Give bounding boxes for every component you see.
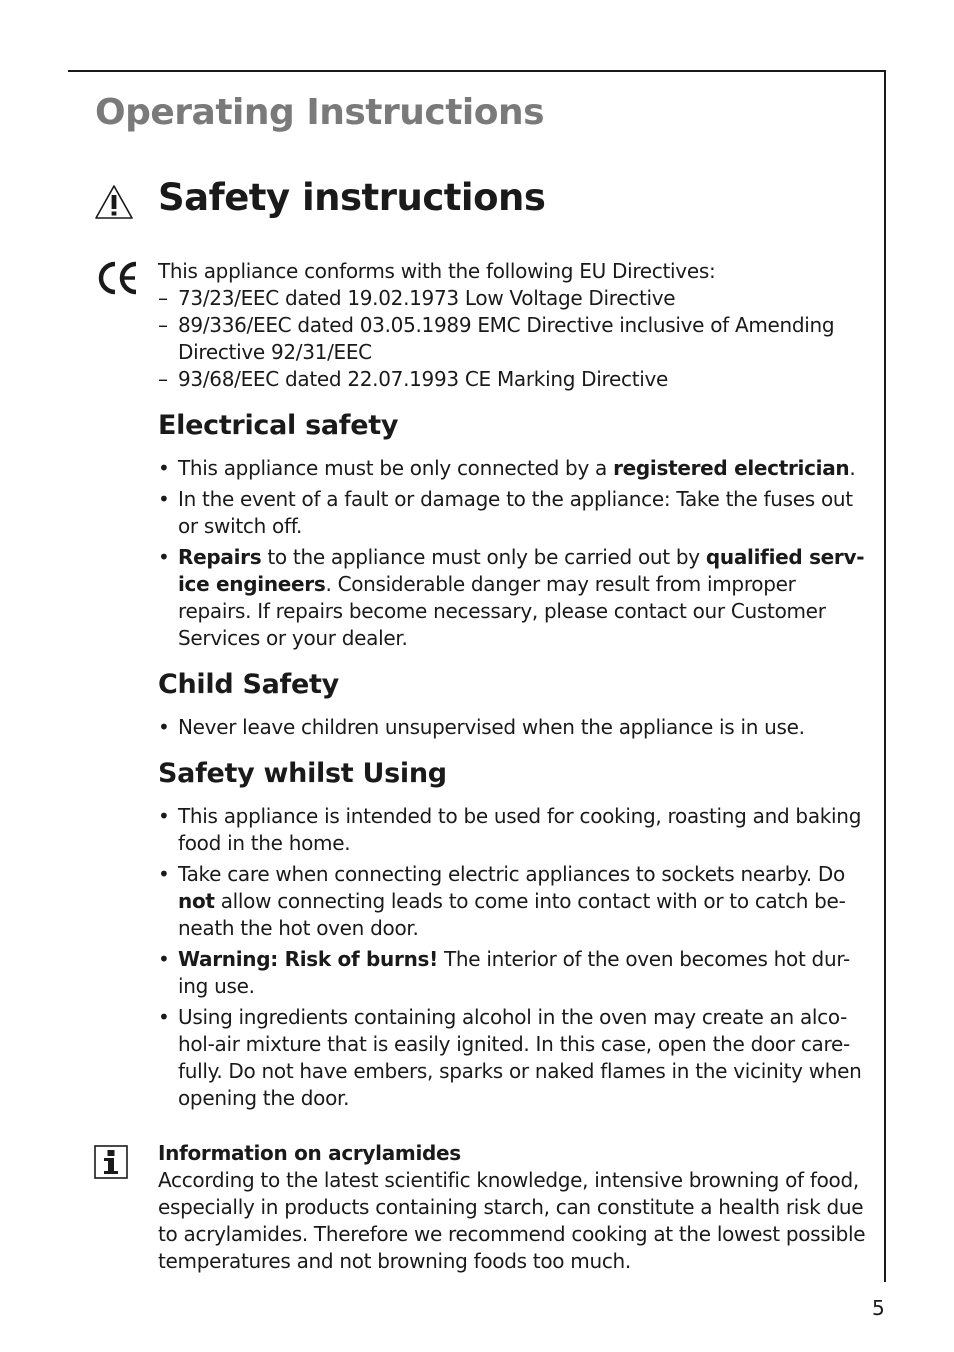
electrical-safety-list <box>158 455 868 652</box>
list-item: • Never leave children unsupervised when the appliance is in use. <box>158 714 868 741</box>
main-content <box>158 258 868 1116</box>
safety-whilst-using-list <box>158 803 868 1112</box>
list-item: • This appliance must be only connected by a registered electrician. <box>158 455 868 482</box>
directive-item: – 73/23/EEC dated 19.02.1973 Low Voltage Directive <box>158 285 868 312</box>
list-item: • Warning: Risk of burns! The interior of the oven becomes hot dur-ing use. <box>158 946 868 1000</box>
list-item: • Take care when connecting electric appliances to sockets nearby. Do not allow connecting leads to come into contact with or to catch be-neath the hot oven door. <box>158 861 868 942</box>
electrical-safety-heading: Electrical safety <box>158 410 399 441</box>
directives-intro: This appliance conforms with the following EU Directives: <box>158 259 716 283</box>
list-item: • This appliance is intended to be used for cooking, roasting and baking food in the home. <box>158 803 868 857</box>
list-item: • In the event of a fault or damage to the appliance: Take the fuses out or switch off. <box>158 486 868 540</box>
warning-triangle-icon <box>94 184 134 220</box>
page-title: Safety instructions <box>158 176 546 219</box>
info-title: Information on acrylamides <box>158 1141 461 1165</box>
list-item: • Repairs to the appliance must only be carried out by qualified serv-ice engineers. Considerable danger may result from improper repairs. If repairs become necessary, please contact our Customer Services or your dealer. <box>158 544 868 652</box>
list-item: • Using ingredients containing alcohol in the oven may create an alco-hol-air mixture that is easily ignited. In this case, open the door care-fully. Do not have embers, sparks or naked flames in the vicinity when opening the door. <box>158 1004 868 1112</box>
child-safety-list <box>158 714 868 741</box>
directive-item: – 89/336/EEC dated 03.05.1989 EMC Directive inclusive of Amending Directive 92/31/EEC <box>158 312 868 366</box>
top-rule <box>68 70 886 72</box>
child-safety-heading: Child Safety <box>158 669 339 700</box>
side-rule <box>884 70 886 1282</box>
info-text: According to the latest scientific knowledge, intensive browning of food, especially in products containing starch, can constitute a health risk due to acrylamides. Therefore we recommend cooking at the lowest possible temperatures and not browning foods too much. <box>158 1168 866 1273</box>
page-number: 5 <box>872 1296 885 1320</box>
section-header: Operating Instructions <box>95 92 545 133</box>
info-icon <box>94 1145 128 1179</box>
acrylamides-info <box>158 1140 868 1275</box>
safety-whilst-using-heading: Safety whilst Using <box>158 758 447 789</box>
directives-list <box>158 285 868 393</box>
directive-item: – 93/68/EEC dated 22.07.1993 CE Marking Directive <box>158 366 868 393</box>
ce-mark-icon <box>94 258 140 298</box>
